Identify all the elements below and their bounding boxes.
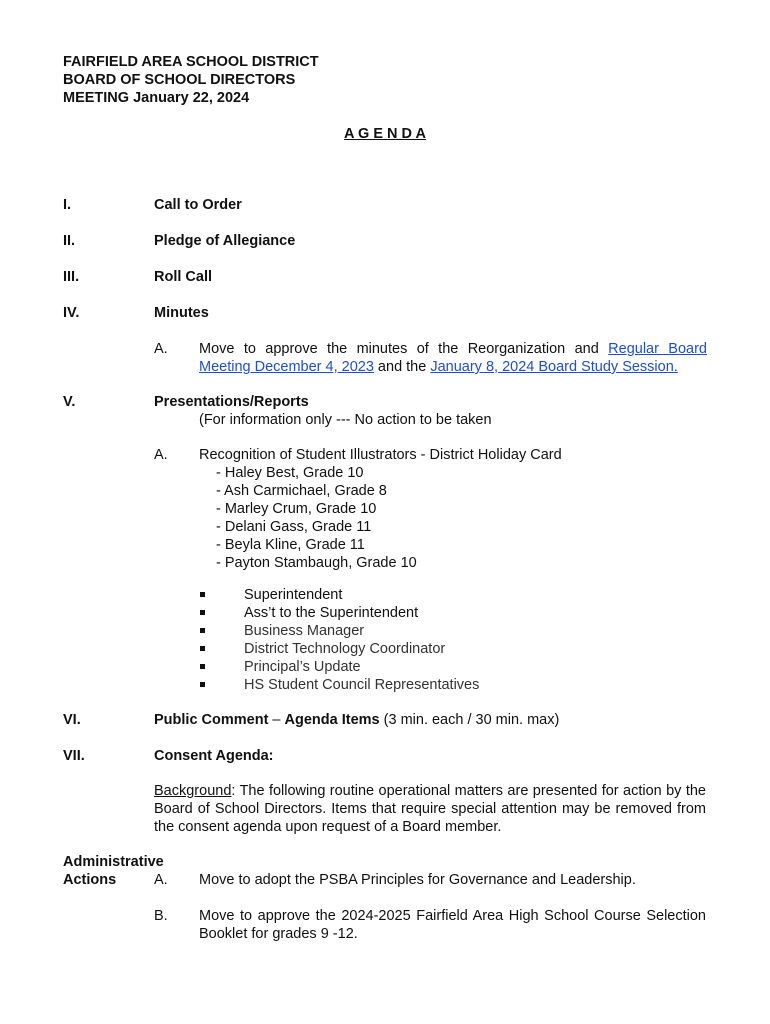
section-title-pledge: Pledge of Allegiance <box>154 233 296 249</box>
bullet-icon <box>200 592 205 597</box>
public-comment-detail: (3 min. each / 30 min. max) <box>379 712 560 728</box>
student-item: - Beyla Kline, Grade 11 <box>216 537 365 553</box>
agenda-title: A G E N D A <box>344 126 426 142</box>
report-item: Business Manager <box>244 623 365 639</box>
public-comment-label: Public Comment <box>154 712 269 728</box>
bullet-icon <box>200 628 205 633</box>
background-paragraph <box>154 782 706 836</box>
section-number: I. <box>63 197 72 213</box>
meeting-date: MEETING January 22, 2024 <box>63 90 250 106</box>
bullet-icon <box>200 646 205 651</box>
report-item: Ass’t to the Superintendent <box>244 605 419 621</box>
report-item: Principal’s Update <box>244 659 361 675</box>
item-letter: A. <box>154 872 168 888</box>
recognition-text: Recognition of Student Illustrators - District Holiday Card <box>199 447 562 463</box>
minutes-motion-text: Move to approve the minutes of the Reorganization and <box>199 341 609 357</box>
section-number: IV. <box>63 305 80 321</box>
section-title-consent-agenda: Consent Agenda: <box>154 748 274 764</box>
section-title-public-comment <box>154 711 559 729</box>
report-item: Superintendent <box>244 587 343 603</box>
bullet-icon <box>200 610 205 615</box>
section-number: V. <box>63 394 76 410</box>
student-item: - Haley Best, Grade 10 <box>216 465 364 481</box>
presentations-note: (For information only --- No action to be taken <box>199 412 492 428</box>
agenda-items-label: Agenda Items <box>284 712 380 728</box>
dash: – <box>268 712 285 728</box>
item-letter: B. <box>154 908 168 924</box>
student-item: - Marley Crum, Grade 10 <box>216 501 377 517</box>
report-item: HS Student Council Representatives <box>244 677 480 693</box>
bullet-icon <box>200 682 205 687</box>
student-item: - Payton Stambaugh, Grade 10 <box>216 555 417 571</box>
section-title-call-to-order: Call to Order <box>154 197 242 213</box>
bullet-icon <box>200 664 205 669</box>
psba-motion: Move to adopt the PSBA Principles for Governance and Leadership. <box>199 872 636 888</box>
section-number: II. <box>63 233 76 249</box>
district-name: FAIRFIELD AREA SCHOOL DISTRICT <box>63 54 319 70</box>
background-text: : The following routine operational matters are presented for action by the Board of School Directors. Items that require special attention may be removed from the consent agenda upon request of a Board member. <box>154 783 706 835</box>
section-title-minutes: Minutes <box>154 305 209 321</box>
course-booklet-motion: Move to approve the 2024-2025 Fairfield Area High School Course Selection Booklet for grades 9 -12. <box>199 908 706 942</box>
minutes-motion <box>199 340 707 376</box>
section-title-presentations: Presentations/Reports <box>154 394 309 410</box>
student-item: - Delani Gass, Grade 11 <box>216 519 372 535</box>
study-session-link[interactable]: January 8, 2024 Board Study Session. <box>430 359 678 375</box>
section-number: III. <box>63 269 80 285</box>
section-number: VI. <box>63 712 81 728</box>
admin-actions-label: Administrative <box>63 854 164 870</box>
section-title-roll-call: Roll Call <box>154 269 213 285</box>
minutes-motion-text: and the <box>373 359 431 375</box>
item-letter: A. <box>154 341 168 357</box>
student-item: - Ash Carmichael, Grade 8 <box>216 483 387 499</box>
board-name: BOARD OF SCHOOL DIRECTORS <box>63 72 296 88</box>
admin-actions-label: Actions <box>63 872 117 888</box>
item-letter: A. <box>154 447 168 463</box>
report-item: District Technology Coordinator <box>244 641 446 657</box>
background-label: Background <box>154 783 232 799</box>
section-number: VII. <box>63 748 85 764</box>
regular-board-meeting-link[interactable]: Regular Board Meeting December 4, 2023 <box>199 341 707 375</box>
